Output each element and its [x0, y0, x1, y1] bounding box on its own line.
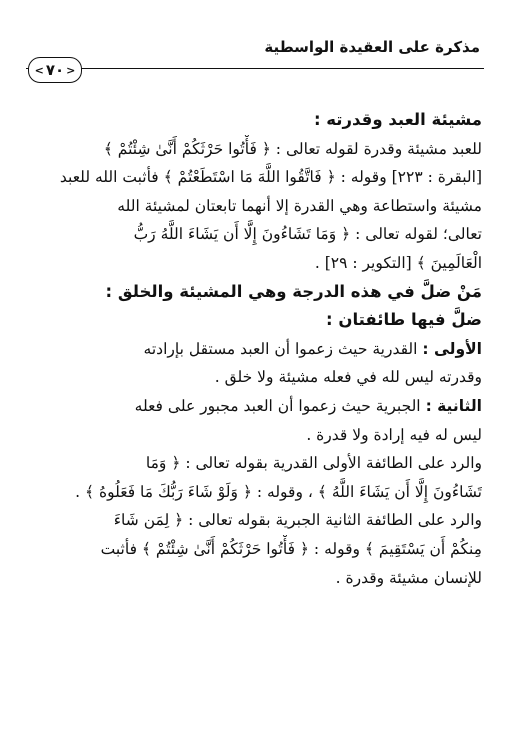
paragraph-line: الْعَالَمِينَ ﴾ [التكوير : ٢٩] . [314, 253, 482, 272]
paragraph-line: وقدرته ليس لله في فعله مشيئة ولا خلق . [214, 368, 482, 387]
page-number-badge [28, 57, 82, 83]
left-ornament-icon: < [34, 63, 44, 77]
paragraph-line: [البقرة : ٢٢٣] وقوله : ﴿ فَاتَّقُوا اللَّهَ مَا اسْتَطَعْتُمْ ﴾ فأثبت الله للعبد [59, 168, 482, 187]
header-rule [26, 68, 484, 69]
running-header-title: مذكرة على العقيدة الواسطية [264, 38, 480, 56]
item-text: الجبرية حيث زعموا أن العبد مجبور على فعله [134, 396, 421, 415]
paragraph-line: مِنكُمْ أَن يَسْتَقِيمَ ﴾ وقوله : ﴿ فَأْتُوا حَرْثَكُمْ أَنَّىٰ شِئْتُمْ ﴾ فأثبت [100, 539, 482, 558]
paragraph-line [30, 392, 482, 421]
paragraph-line: تعالى؛ لقوله تعالى : ﴿ وَمَا تَشَاءُونَ إِلَّا أَن يَشَاءَ اللَّهُ رَبُّ [133, 225, 482, 244]
subheading: ضلَّ فيها طائفتان : [326, 310, 482, 330]
paragraph-line: للإنسان مشيئة وقدرة . [335, 568, 482, 587]
paragraph-line: مشيئة واستطاعة وهي القدرة إلا أنهما تابعتان لمشيئة الله [117, 196, 482, 215]
paragraph-line: للعبد مشيئة وقدرة لقوله تعالى : ﴿ فَأْتُوا حَرْثَكُمْ أَنَّىٰ شِئْتُمْ ﴾ [103, 139, 482, 158]
paragraph-line: والرد على الطائفة الثانية الجبرية بقوله تعالى : ﴿ لِمَن شَاءَ [113, 511, 482, 530]
section-heading: مشيئة العبد وقدرته : [313, 110, 482, 129]
paragraph-line [30, 335, 482, 364]
paragraph-line: والرد على الطائفة الأولى القدرية بقوله تعالى : ﴿ وَمَا [145, 454, 482, 473]
right-ornament-icon: > [66, 63, 76, 77]
paragraph-line: تَشَاءُونَ إِلَّا أَن يَشَاءَ اللَّهُ ﴾ ، وقوله : ﴿ وَلَوْ شَاءَ رَبُّكَ مَا فَعَلُوهُ ﴾ . [75, 482, 482, 501]
page-body [30, 106, 482, 592]
item-label: الثانية : [425, 396, 482, 415]
page-number: ٧٠ [45, 61, 65, 79]
item-text: القدرية حيث زعموا أن العبد مستقل بإرادته [143, 339, 418, 358]
item-label: الأولى : [422, 339, 482, 358]
section-heading: مَنْ ضلَّ في هذه الدرجة وهي المشيئة والخلق : [105, 281, 482, 301]
paragraph-line: ليس له فيه إرادة ولا قدرة . [306, 425, 482, 444]
